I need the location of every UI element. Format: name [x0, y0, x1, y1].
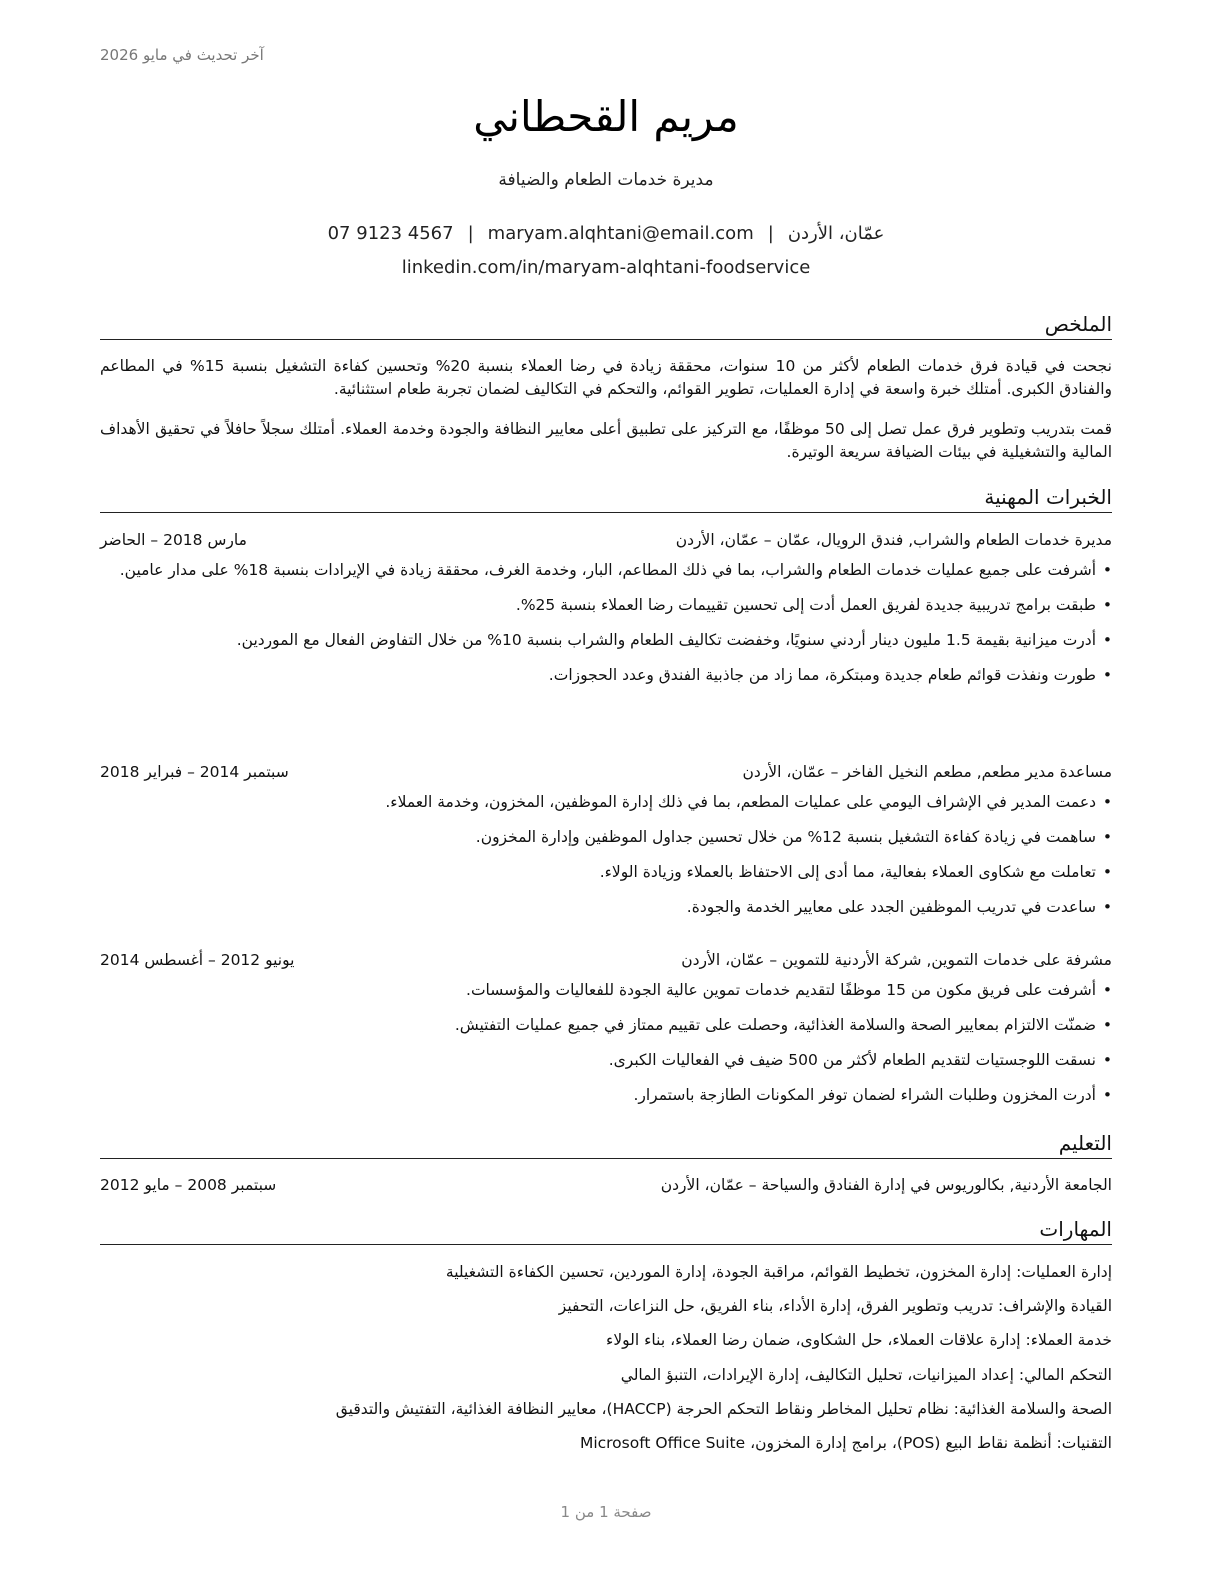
job-header: [100, 949, 1112, 971]
skill-line: التقنيات: أنظمة نقاط البيع (POS)، برامج إدارة المخزون، Microsoft Office Suite: [579, 1434, 1112, 1452]
education-dates: سبتمبر 2008 – مايو 2012: [100, 1176, 277, 1194]
last-updated-note: آخر تحديث في مايو 2026: [100, 46, 264, 64]
summary-paragraph: قمت بتدريب وتطوير فرق عمل تصل إلى 50 موظفًا، مع التركيز على تطبيق أعلى معايير النظافة والجودة وخدمة العملاء. أمتلك سجلاً حافلاً في تحقيق الأهداف المالية والتشغيلية في بيئات الضيافة سريعة الوتيرة.: [100, 420, 1112, 461]
list-item: • دعمت المدير في الإشراف اليومي على عمليات المطعم، بما في ذلك إدارة الموظفين، المخزون، وخدمة العملاء.: [100, 791, 1112, 814]
job-dates: يونيو 2012 – أغسطس 2014: [100, 951, 295, 969]
list-item: • ساهمت في زيادة كفاءة التشغيل بنسبة 12% من خلال تحسين جداول الموظفين وإدارة المخزون.: [100, 826, 1112, 849]
job-bullets: [100, 559, 1112, 699]
contact-email[interactable]: maryam.alqhtani@email.com: [487, 223, 754, 244]
summary-paragraph: نجحت في قيادة فرق خدمات الطعام لأكثر من 10 سنوات، محققة زيادة في رضا العملاء بنسبة 20% وتحسين كفاءة التشغيل بنسبة 15% في المطاعم والفنادق الكبرى. أمتلك خبرة واسعة في إدارة العمليات، تطوير القوائم، والتحكم في التكاليف لضمان تجربة طعام استثنائية.: [100, 357, 1112, 398]
job-bullets: [100, 979, 1112, 1119]
education-degree: الجامعة الأردنية, بكالوريوس في إدارة الفنادق والسياحة – عمّان، الأردن: [660, 1176, 1112, 1194]
job-dates: مارس 2018 – الحاضر: [100, 531, 247, 549]
skills-heading: المهارات: [100, 1216, 1112, 1245]
candidate-title: مديرة خدمات الطعام والضيافة: [498, 170, 714, 190]
job-header: [100, 761, 1112, 783]
list-item: • ساعدت في تدريب الموظفين الجدد على معايير الخدمة والجودة.: [100, 896, 1112, 919]
job-role: مديرة خدمات الطعام والشراب, فندق الرويال، عمّان – عمّان، الأردن: [675, 531, 1112, 549]
job-role: مشرفة على خدمات التموين, شركة الأردنية للتموين – عمّان، الأردن: [681, 951, 1112, 969]
job-role: مساعدة مدير مطعم, مطعم النخيل الفاخر – عمّان، الأردن: [742, 763, 1112, 781]
skill-line: خدمة العملاء: إدارة علاقات العملاء، حل الشكاوى، ضمان رضا العملاء، بناء الولاء: [606, 1331, 1112, 1349]
list-item: • أدرت ميزانية بقيمة 1.5 مليون دينار أردني سنويًا، وخفضت تكاليف الطعام والشراب بنسبة 10% من خلال التفاوض الفعال مع الموردين.: [100, 629, 1112, 652]
list-item: • أشرفت على جميع عمليات خدمات الطعام والشراب، بما في ذلك المطاعم، البار، وخدمة الغرف، محققة زيادة في الإيرادات بنسبة 18% على مدار عامين.: [100, 559, 1112, 582]
summary-heading: الملخص: [100, 311, 1112, 340]
contact-separator: |: [467, 223, 474, 244]
skill-line: إدارة العمليات: إدارة المخزون، تخطيط القوائم، مراقبة الجودة، إدارة الموردين، تحسين الكفاءة التشغيلية: [445, 1263, 1112, 1281]
list-item: • ضمنّت الالتزام بمعايير الصحة والسلامة الغذائية، وحصلت على تقييم ممتاز في جميع عمليات التفتيش.: [100, 1014, 1112, 1037]
list-item: • طبقت برامج تدريبية جديدة لفريق العمل أدت إلى تحسين تقييمات رضا العملاء بنسبة 25%.: [100, 594, 1112, 617]
page-number: صفحة 1 من 1: [560, 1503, 652, 1521]
job-header: [100, 529, 1112, 551]
contact-linkedin[interactable]: linkedin.com/in/maryam-alqhtani-foodservice: [401, 257, 811, 278]
education-entry: [100, 1174, 1112, 1196]
list-item: • تعاملت مع شكاوى العملاء بفعالية، مما أدى إلى الاحتفاظ بالعملاء وزيادة الولاء.: [100, 861, 1112, 884]
list-item: • أشرفت على فريق مكون من 15 موظفًا لتقديم خدمات تموين عالية الجودة للفعاليات والمؤسسات.: [100, 979, 1112, 1002]
job-bullets: [100, 791, 1112, 931]
list-item: • طورت ونفذت قوائم طعام جديدة ومبتكرة، مما زاد من جاذبية الفندق وعدد الحجوزات.: [100, 664, 1112, 687]
list-item: • نسقت اللوجستيات لتقديم الطعام لأكثر من 500 ضيف في الفعاليات الكبرى.: [100, 1049, 1112, 1072]
resume-page: [100, 0, 1112, 1584]
experience-heading: الخبرات المهنية: [100, 484, 1112, 513]
candidate-name: مريم القحطاني: [473, 92, 739, 141]
skill-line: التحكم المالي: إعداد الميزانيات، تحليل التكاليف، إدارة الإيرادات، التنبؤ المالي: [620, 1366, 1112, 1384]
skill-line: القيادة والإشراف: تدريب وتطوير الفرق، إدارة الأداء، بناء الفريق، حل النزاعات، التحفيز: [558, 1297, 1112, 1315]
list-item: • أدرت المخزون وطلبات الشراء لضمان توفر المكونات الطازجة باستمرار.: [100, 1084, 1112, 1107]
contact-phone: 07 9123 4567: [327, 223, 454, 244]
contact-location: عمّان، الأردن: [787, 223, 885, 244]
job-dates: سبتمبر 2014 – فبراير 2018: [100, 763, 289, 781]
education-heading: التعليم: [100, 1130, 1112, 1159]
contact-separator: |: [767, 223, 774, 244]
contact-line: [100, 223, 1112, 244]
skill-line: الصحة والسلامة الغذائية: نظام تحليل المخاطر ونقاط التحكم الحرجة (HACCP)، معايير النظافة الغذائية، التفتيش والتدقيق: [335, 1400, 1112, 1418]
